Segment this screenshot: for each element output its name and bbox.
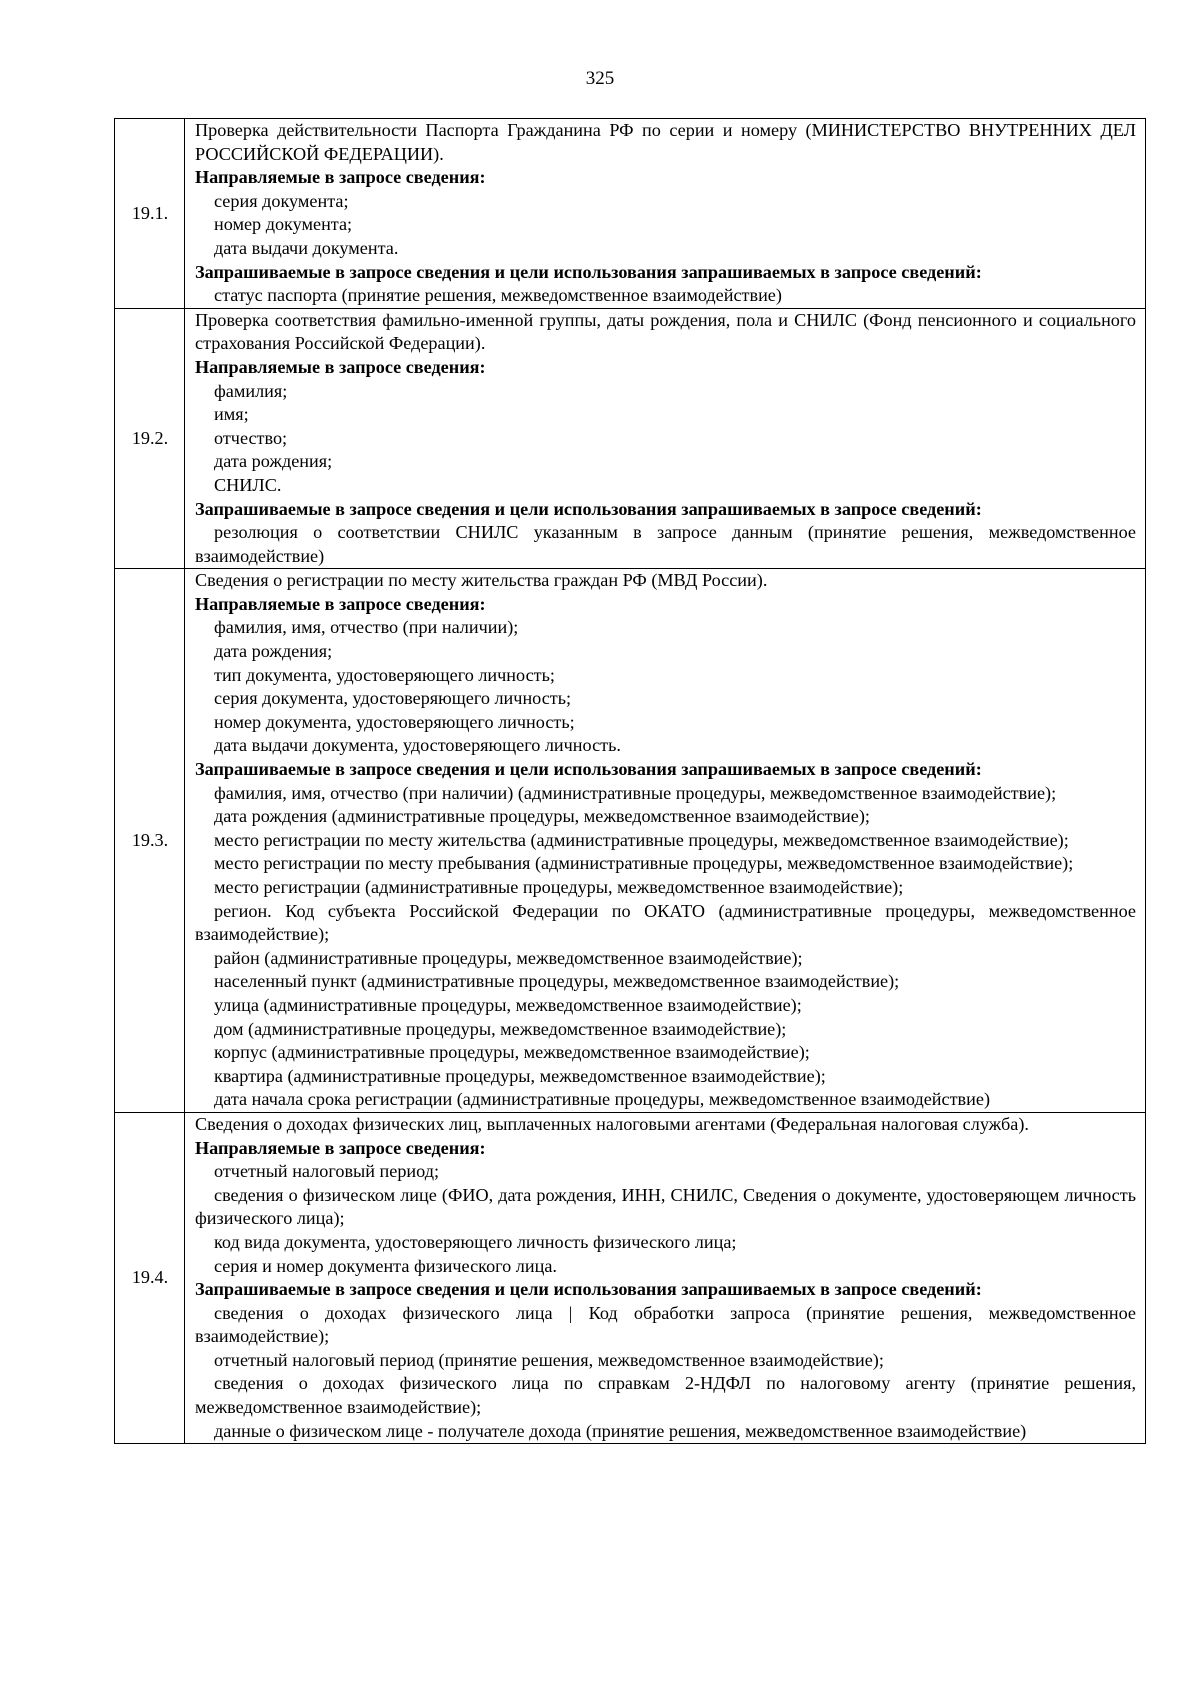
table-row	[115, 119, 1146, 309]
requested-heading: Запрашиваемые в запросе сведения и цели использования запрашиваемых в запросе сведений:	[195, 759, 982, 780]
row-number: 19.2.	[115, 308, 185, 569]
list-item: дата выдачи документа, удостоверяющего личность.	[214, 735, 621, 756]
row-content	[185, 119, 1146, 309]
table-row	[115, 1112, 1146, 1443]
row-title: Сведения о доходах физических лиц, выплаченных налоговыми агентами (Федеральная налоговая служба).	[195, 1113, 1029, 1134]
list-item: улица (административные процедуры, межведомственное взаимодействие);	[214, 994, 802, 1015]
list-item: статус паспорта (принятие решения, межведомственное взаимодействие)	[214, 285, 782, 306]
list-item: номер документа;	[214, 214, 353, 235]
list-item: серия документа;	[214, 190, 349, 211]
page-number: 325	[585, 68, 615, 89]
list-item: отчетный налоговый период;	[214, 1161, 440, 1182]
list-item: сведения о физическом лице (ФИО, дата рождения, ИНН, СНИЛС, Сведения о документе, удостоверяющем личность физического лица);	[195, 1184, 1136, 1229]
list-item: сведения о доходах физического лица по справкам 2-НДФЛ по налоговому агенту (принятие решения, межведомственное взаимодействие);	[195, 1373, 1136, 1418]
list-item: квартира (административные процедуры, межведомственное взаимодействие);	[214, 1065, 826, 1086]
table-row	[115, 308, 1146, 569]
list-item: район (административные процедуры, межведомственное взаимодействие);	[214, 947, 803, 968]
requested-heading: Запрашиваемые в запросе сведения и цели использования запрашиваемых в запросе сведений:	[195, 498, 982, 519]
requested-heading: Запрашиваемые в запросе сведения и цели использования запрашиваемых в запросе сведений:	[195, 1279, 982, 1300]
row-title: Проверка соответствия фамильно-именной группы, даты рождения, пола и СНИЛС (Фонд пенсионного и социального страхования Российской Федерации).	[195, 309, 1136, 354]
list-item: отчетный налоговый период (принятие решения, межведомственное взаимодействие);	[214, 1349, 884, 1370]
list-item: резолюция о соответствии СНИЛС указанным в запросе данным (принятие решения, межведомственное взаимодействие)	[195, 522, 1136, 566]
list-item: место регистрации по месту пребывания (административные процедуры, межведомственное взаимодействие);	[214, 853, 1074, 874]
list-item: место регистрации (административные процедуры, межведомственное взаимодействие);	[214, 877, 904, 897]
list-item: дата рождения;	[214, 451, 333, 472]
list-item: данные о физическом лице - получателе дохода (принятие решения, межведомственное взаимодействие)	[214, 1420, 1027, 1441]
list-item: дата рождения (административные процедуры, межведомственное взаимодействие);	[214, 806, 870, 827]
list-item: фамилия, имя, отчество (при наличии);	[214, 617, 519, 638]
list-item: дом (административные процедуры, межведомственное взаимодействие);	[214, 1018, 787, 1039]
list-item: тип документа, удостоверяющего личность;	[214, 664, 555, 685]
list-item: место регистрации по месту жительства (административные процедуры, межведомственное взаимодействие);	[214, 829, 1069, 850]
list-item: фамилия;	[214, 380, 288, 401]
list-item: серия документа, удостоверяющего личность;	[214, 688, 572, 709]
row-title: Сведения о регистрации по месту жительства граждан РФ (МВД России).	[195, 570, 768, 591]
list-item: населенный пункт (административные процедуры, межведомственное взаимодействие);	[214, 971, 900, 992]
list-item: серия и номер документа физического лица.	[214, 1255, 557, 1276]
list-item: дата начала срока регистрации (административные процедуры, межведомственное взаимодействие)	[214, 1089, 990, 1110]
table-row	[115, 569, 1146, 1113]
sent-heading: Направляемые в запросе сведения:	[195, 1137, 486, 1158]
row-title: Проверка действительности Паспорта Гражданина РФ по серии и номеру (МИНИСТЕРСТВО ВНУТРЕННИХ ДЕЛ РОССИЙСКОЙ ФЕДЕРАЦИИ).	[195, 120, 1136, 164]
sent-heading: Направляемые в запросе сведения:	[195, 167, 486, 188]
list-item: регион. Код субъекта Российской Федерации по ОКАТО (административные процедуры, межведомственное взаимодействие);	[195, 900, 1136, 945]
list-item: корпус (административные процедуры, межведомственное взаимодействие);	[214, 1042, 810, 1063]
requests-table	[114, 118, 1146, 1444]
list-item: имя;	[214, 404, 249, 425]
list-item: номер документа, удостоверяющего личность;	[214, 711, 575, 732]
row-content	[185, 569, 1146, 1113]
list-item: отчество;	[214, 427, 288, 448]
row-content	[185, 308, 1146, 569]
list-item: код вида документа, удостоверяющего личность физического лица;	[214, 1231, 737, 1252]
list-item: фамилия, имя, отчество (при наличии) (административные процедуры, межведомственное взаимодействие);	[214, 782, 1057, 803]
row-number: 19.1.	[115, 119, 185, 309]
list-item: дата выдачи документа.	[214, 237, 399, 258]
row-content	[185, 1112, 1146, 1443]
list-item: дата рождения;	[214, 641, 333, 662]
row-number: 19.3.	[115, 569, 185, 1113]
sent-heading: Направляемые в запросе сведения:	[195, 593, 486, 614]
list-item: сведения о доходах физического лица | Код обработки запроса (принятие решения, межведомственное взаимодействие);	[195, 1302, 1136, 1347]
requested-heading: Запрашиваемые в запросе сведения и цели использования запрашиваемых в запросе сведений:	[195, 261, 982, 282]
sent-heading: Направляемые в запросе сведения:	[195, 356, 486, 377]
list-item: СНИЛС.	[214, 474, 282, 495]
row-number: 19.4.	[115, 1112, 185, 1443]
